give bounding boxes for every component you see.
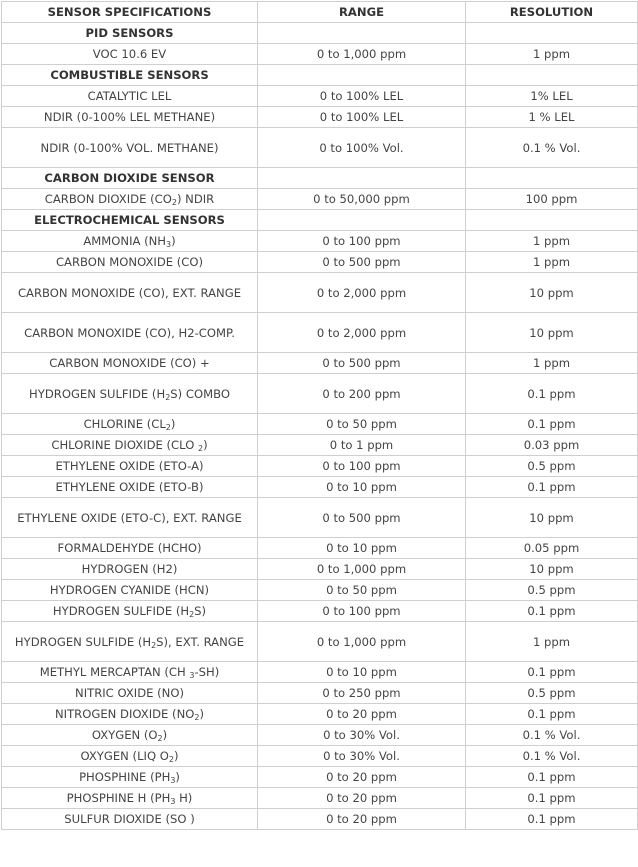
range-cell: 0 to 2,000 ppm — [258, 273, 466, 313]
cell-subscript: 2 — [165, 423, 171, 432]
range-cell: 0 to 20 ppm — [258, 809, 466, 830]
cell-subscript: 3 — [166, 240, 172, 249]
sensor-name-cell: CARBON MONOXIDE (CO) + — [2, 353, 258, 374]
section-row — [2, 65, 638, 86]
sensor-name-cell — [2, 622, 258, 662]
cell-text: CARBON DIOXIDE (CO — [44, 192, 172, 206]
sensor-name-cell — [2, 374, 258, 414]
range-cell: 0 to 500 ppm — [258, 498, 466, 538]
resolution-cell: 0.5 ppm — [466, 456, 638, 477]
cell-text: ) — [171, 234, 176, 248]
sensor-name-cell: SULFUR DIOXIDE (SO ) — [2, 809, 258, 830]
table-row — [2, 313, 638, 353]
resolution-cell: 1 ppm — [466, 231, 638, 252]
sensor-name-cell — [2, 435, 258, 456]
sensor-name-cell — [2, 788, 258, 809]
sensor-name-cell: NITRIC OXIDE (NO) — [2, 683, 258, 704]
cell-subscript: 2 — [171, 198, 177, 207]
table-row — [2, 498, 638, 538]
cell-subscript: 2 — [151, 640, 157, 650]
cell-text: H) — [175, 791, 193, 805]
sensor-name-cell — [2, 767, 258, 788]
resolution-cell: 1% LEL — [466, 86, 638, 107]
range-cell: 0 to 200 ppm — [258, 374, 466, 414]
resolution-cell: 0.5 ppm — [466, 683, 638, 704]
cell-text: OXYGEN (O — [91, 728, 158, 742]
cell-text: HYDROGEN SULFIDE (H — [14, 634, 152, 649]
table-row — [2, 477, 638, 498]
cell-subscript: 3 — [170, 797, 176, 806]
sensor-name-cell: CARBON MONOXIDE (CO) — [2, 252, 258, 273]
range-cell — [258, 65, 466, 86]
cell-text: S), EXT. RANGE — [156, 634, 245, 649]
resolution-cell: 0.1 ppm — [466, 788, 638, 809]
resolution-cell — [466, 210, 638, 231]
resolution-cell: 0.03 ppm — [466, 435, 638, 456]
cell-text: OXYGEN (LIQ O — [80, 749, 169, 763]
sensor-name-cell — [2, 414, 258, 435]
table-row — [2, 580, 638, 601]
table-row — [2, 189, 638, 210]
resolution-cell: 1 ppm — [466, 353, 638, 374]
table-row — [2, 231, 638, 252]
range-cell: 0 to 20 ppm — [258, 704, 466, 725]
resolution-cell: 10 ppm — [466, 559, 638, 580]
range-cell: 0 to 100% LEL — [258, 107, 466, 128]
range-cell — [258, 168, 466, 189]
resolution-cell — [466, 168, 638, 189]
cell-text: AMMONIA (NH — [83, 234, 167, 248]
resolution-cell — [466, 65, 638, 86]
range-cell — [258, 210, 466, 231]
cell-subscript: 3 — [189, 671, 195, 680]
resolution-cell: 0.1 % Vol. — [466, 725, 638, 746]
section-row — [2, 210, 638, 231]
sensor-name-cell: VOC 10.6 EV — [2, 44, 258, 65]
section-row — [2, 168, 638, 189]
resolution-cell: 1 ppm — [466, 252, 638, 273]
resolution-cell: 0.5 ppm — [466, 580, 638, 601]
range-cell: 0 to 50 ppm — [258, 414, 466, 435]
table-row — [2, 273, 638, 313]
range-cell: 0 to 1 ppm — [258, 435, 466, 456]
sensor-name-cell: FORMALDEHYDE (HCHO) — [2, 538, 258, 559]
section-title: COMBUSTIBLE SENSORS — [2, 65, 258, 86]
resolution-cell: 10 ppm — [466, 498, 638, 538]
range-cell: 0 to 10 ppm — [258, 538, 466, 559]
cell-text: ) — [173, 749, 179, 763]
range-cell: 0 to 30% Vol. — [258, 725, 466, 746]
table-row — [2, 662, 638, 683]
cell-subscript: 2 — [165, 392, 171, 402]
range-cell: 0 to 500 ppm — [258, 252, 466, 273]
range-cell: 0 to 10 ppm — [258, 662, 466, 683]
cell-text: PHOSPHINE (PH — [79, 770, 171, 784]
header-range: RANGE — [258, 2, 466, 23]
cell-text: ) — [162, 728, 168, 742]
sensor-name-cell — [2, 189, 258, 210]
cell-text: NITROGEN DIOXIDE (NO — [55, 707, 195, 721]
resolution-cell: 0.1 ppm — [466, 767, 638, 788]
table-row — [2, 622, 638, 662]
resolution-cell: 0.1 ppm — [466, 477, 638, 498]
section-row — [2, 23, 638, 44]
table-row — [2, 683, 638, 704]
resolution-cell: 0.1 ppm — [466, 601, 638, 622]
resolution-cell: 0.1 ppm — [466, 704, 638, 725]
cell-text: ) — [170, 417, 176, 431]
range-cell: 0 to 250 ppm — [258, 683, 466, 704]
range-cell: 0 to 100% Vol. — [258, 128, 466, 168]
range-cell: 0 to 500 ppm — [258, 353, 466, 374]
range-cell: 0 to 100 ppm — [258, 456, 466, 477]
resolution-cell: 0.1 % Vol. — [466, 128, 638, 168]
range-cell: 0 to 20 ppm — [258, 767, 466, 788]
range-cell: 0 to 50 ppm — [258, 580, 466, 601]
resolution-cell: 0.1 ppm — [466, 374, 638, 414]
table-row — [2, 538, 638, 559]
sensor-name-cell: NDIR (0-100% LEL METHANE) — [2, 107, 258, 128]
sensor-name-cell — [2, 746, 258, 767]
table-row — [2, 767, 638, 788]
range-cell: 0 to 2,000 ppm — [258, 313, 466, 353]
table-row — [2, 704, 638, 725]
sensor-name-cell — [2, 601, 258, 622]
table-row — [2, 746, 638, 767]
cell-subscript: 2 — [194, 713, 200, 722]
sensor-name-cell: CATALYTIC LEL — [2, 86, 258, 107]
resolution-cell: 10 ppm — [466, 313, 638, 353]
cell-text: HYDROGEN SULFIDE (H — [52, 604, 190, 618]
cell-text: S) COMBO — [170, 386, 230, 401]
range-cell: 0 to 100 ppm — [258, 601, 466, 622]
cell-text: METHYL MERCAPTAN (CH — [39, 665, 190, 679]
resolution-cell: 0.1 % Vol. — [466, 746, 638, 767]
cell-subscript: 2 — [168, 755, 174, 764]
sensor-name-cell: ETHYLENE OXIDE (ETO-A) — [2, 456, 258, 477]
resolution-cell — [466, 23, 638, 44]
table-body — [2, 23, 638, 830]
sensor-name-cell: ETHYLENE OXIDE (ETO-B) — [2, 477, 258, 498]
cell-text: HYDROGEN SULFIDE (H — [29, 386, 166, 401]
resolution-cell: 1 ppm — [466, 622, 638, 662]
range-cell: 0 to 10 ppm — [258, 477, 466, 498]
sensor-name-cell — [2, 704, 258, 725]
sensor-name-cell: HYDROGEN (H2) — [2, 559, 258, 580]
header-sensor: SENSOR SPECIFICATIONS — [2, 2, 258, 23]
cell-text: ) — [199, 707, 204, 721]
cell-text: CHLORINE DIOXIDE (CLO — [51, 438, 199, 452]
cell-text: ) — [175, 770, 180, 784]
table-row — [2, 788, 638, 809]
sensor-name-cell: CARBON MONOXIDE (CO), EXT. RANGE — [2, 273, 258, 313]
table-row — [2, 86, 638, 107]
range-cell: 0 to 1,000 ppm — [258, 559, 466, 580]
range-cell: 0 to 1,000 ppm — [258, 44, 466, 65]
table-row — [2, 725, 638, 746]
resolution-cell: 1 ppm — [466, 44, 638, 65]
table-row — [2, 107, 638, 128]
cell-subscript: 2 — [157, 734, 163, 743]
resolution-cell: 100 ppm — [466, 189, 638, 210]
cell-subscript: 2 — [198, 444, 204, 453]
resolution-cell: 0.1 ppm — [466, 662, 638, 683]
sensor-name-cell: ETHYLENE OXIDE (ETO-C), EXT. RANGE — [2, 498, 258, 538]
cell-text: S) — [194, 604, 207, 618]
range-cell — [258, 23, 466, 44]
sensor-spec-table — [1, 1, 638, 830]
table-row — [2, 809, 638, 830]
header-resolution: RESOLUTION — [466, 2, 638, 23]
sensor-name-cell — [2, 725, 258, 746]
cell-text: ) — [203, 438, 208, 452]
range-cell: 0 to 30% Vol. — [258, 746, 466, 767]
sensor-name-cell: NDIR (0-100% VOL. METHANE) — [2, 128, 258, 168]
range-cell: 0 to 1,000 ppm — [258, 622, 466, 662]
sensor-name-cell: HYDROGEN CYANIDE (HCN) — [2, 580, 258, 601]
cell-text: -SH) — [194, 665, 220, 679]
table-row — [2, 601, 638, 622]
sensor-name-cell — [2, 662, 258, 683]
table-row — [2, 252, 638, 273]
resolution-cell: 0.1 ppm — [466, 414, 638, 435]
table-row — [2, 414, 638, 435]
range-cell: 0 to 100% LEL — [258, 86, 466, 107]
resolution-cell: 0.05 ppm — [466, 538, 638, 559]
resolution-cell: 1 % LEL — [466, 107, 638, 128]
header-row — [2, 2, 638, 23]
cell-subscript: 3 — [170, 776, 176, 785]
resolution-cell: 10 ppm — [466, 273, 638, 313]
range-cell: 0 to 100 ppm — [258, 231, 466, 252]
table-row — [2, 559, 638, 580]
range-cell: 0 to 50,000 ppm — [258, 189, 466, 210]
section-title: CARBON DIOXIDE SENSOR — [2, 168, 258, 189]
sensor-name-cell — [2, 231, 258, 252]
section-title: PID SENSORS — [2, 23, 258, 44]
cell-subscript: 2 — [189, 610, 195, 619]
table-row — [2, 44, 638, 65]
table-row — [2, 128, 638, 168]
section-title: ELECTROCHEMICAL SENSORS — [2, 210, 258, 231]
table-row — [2, 374, 638, 414]
table-row — [2, 435, 638, 456]
table-row — [2, 353, 638, 374]
cell-text: ) NDIR — [176, 192, 215, 206]
cell-text: PHOSPHINE H (PH — [66, 791, 171, 805]
sensor-name-cell: CARBON MONOXIDE (CO), H2-COMP. — [2, 313, 258, 353]
cell-text: CHLORINE (CL — [83, 417, 166, 431]
range-cell: 0 to 20 ppm — [258, 788, 466, 809]
resolution-cell: 0.1 ppm — [466, 809, 638, 830]
table-row — [2, 456, 638, 477]
